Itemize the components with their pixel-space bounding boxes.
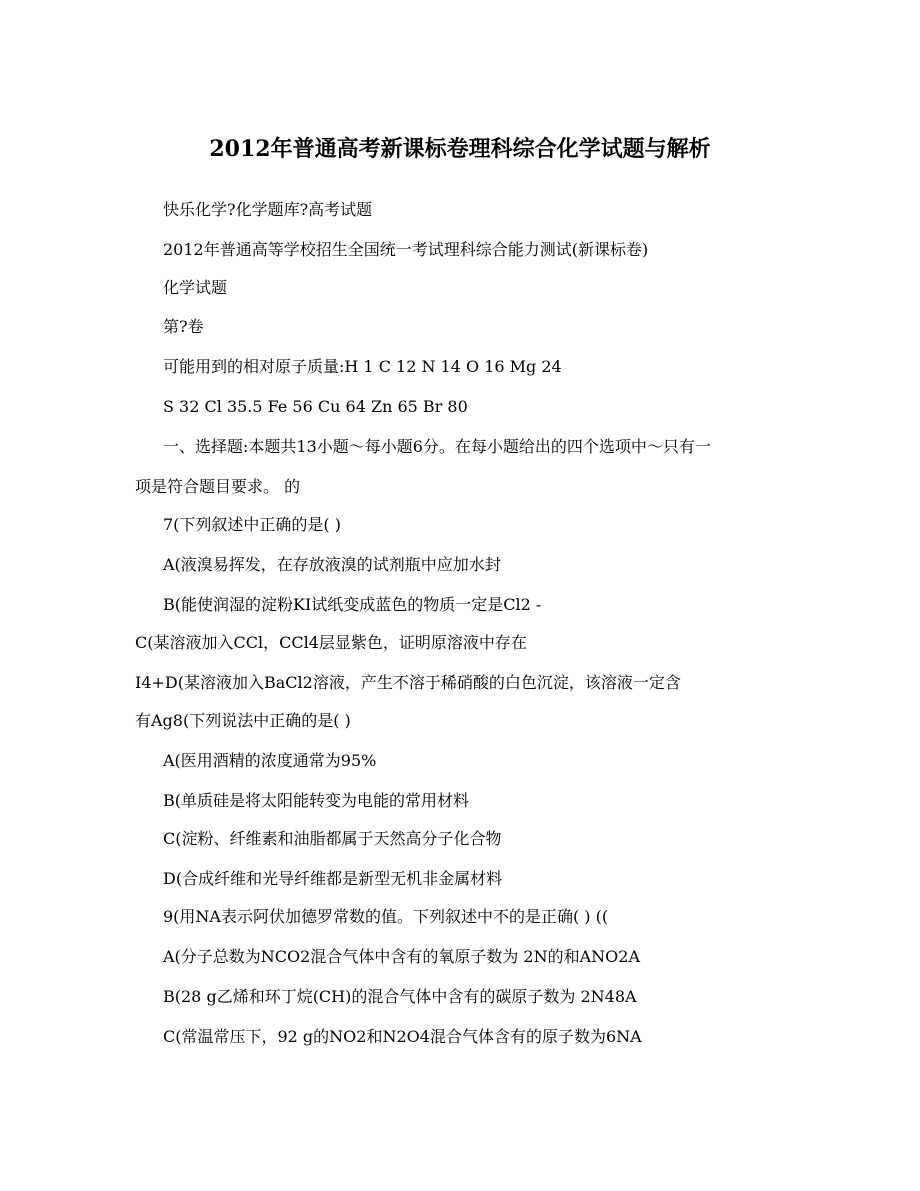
question-8-option-d: D(合成纤维和光导纤维都是新型无机非金属材料: [163, 869, 503, 888]
text-line-volume: 第?卷: [163, 317, 204, 336]
text-line-atomic-mass-1: 可能用到的相对原子质量:H 1 C 12 N 14 O 16 Mg 24: [163, 357, 562, 376]
text-line-section-intro-cont: 项是符合题目要求。 的: [135, 477, 301, 496]
question-9-option-a: A(分子总数为NCO2混合气体中含有的氧原子数为 2N的和ANO2A: [163, 947, 641, 966]
question-8: 有Ag8(下列说法中正确的是( ): [135, 711, 351, 730]
question-9-option-c: C(常温常压下，92 g的NO2和N2O4混合气体含有的原子数为6NA: [163, 1027, 642, 1046]
text-line-exam-title: 2012年普通高等学校招生全国统一考试理科综合能力测试(新课标卷): [163, 240, 649, 259]
text-line-source: 快乐化学?化学题库?高考试题: [163, 200, 373, 219]
question-8-option-c: C(淀粉、纤维素和油脂都属于天然高分子化合物: [163, 829, 502, 848]
document-title: 2012年普通高考新课标卷理科综合化学试题与解析: [209, 136, 711, 162]
question-7-option-c: C(某溶液加入CCl，CCl4层显紫色，证明原溶液中存在: [135, 633, 527, 652]
text-line-atomic-mass-2: S 32 Cl 35.5 Fe 56 Cu 64 Zn 65 Br 80: [163, 397, 468, 416]
question-7-option-a: A(液溴易挥发，在存放液溴的试剂瓶中应加水封: [163, 555, 501, 574]
question-9-option-b: B(28 g乙烯和环丁烷(CH)的混合气体中含有的碳原子数为 2N48A: [163, 987, 637, 1006]
question-8-option-a: A(医用酒精的浓度通常为95%: [163, 751, 377, 770]
question-7-option-d: I4+D(某溶液加入BaCl2溶液，产生不溶于稀硝酸的白色沉淀，该溶液一定含: [135, 673, 681, 692]
question-8-option-b: B(单质硅是将太阳能转变为电能的常用材料: [163, 791, 470, 810]
question-7: 7(下列叙述中正确的是( ): [163, 515, 341, 534]
text-line-section-intro: 一、选择题:本题共13小题～每小题6分。在每小题给出的四个选项中～只有一: [163, 437, 711, 456]
question-7-option-b: B(能使润湿的淀粉KI试纸变成蓝色的物质一定是Cl2 -: [163, 595, 542, 614]
text-line-subject: 化学试题: [163, 278, 228, 297]
question-9: 9(用NA表示阿伏加德罗常数的值。下列叙述中不的是正确( ) ((: [163, 907, 609, 926]
